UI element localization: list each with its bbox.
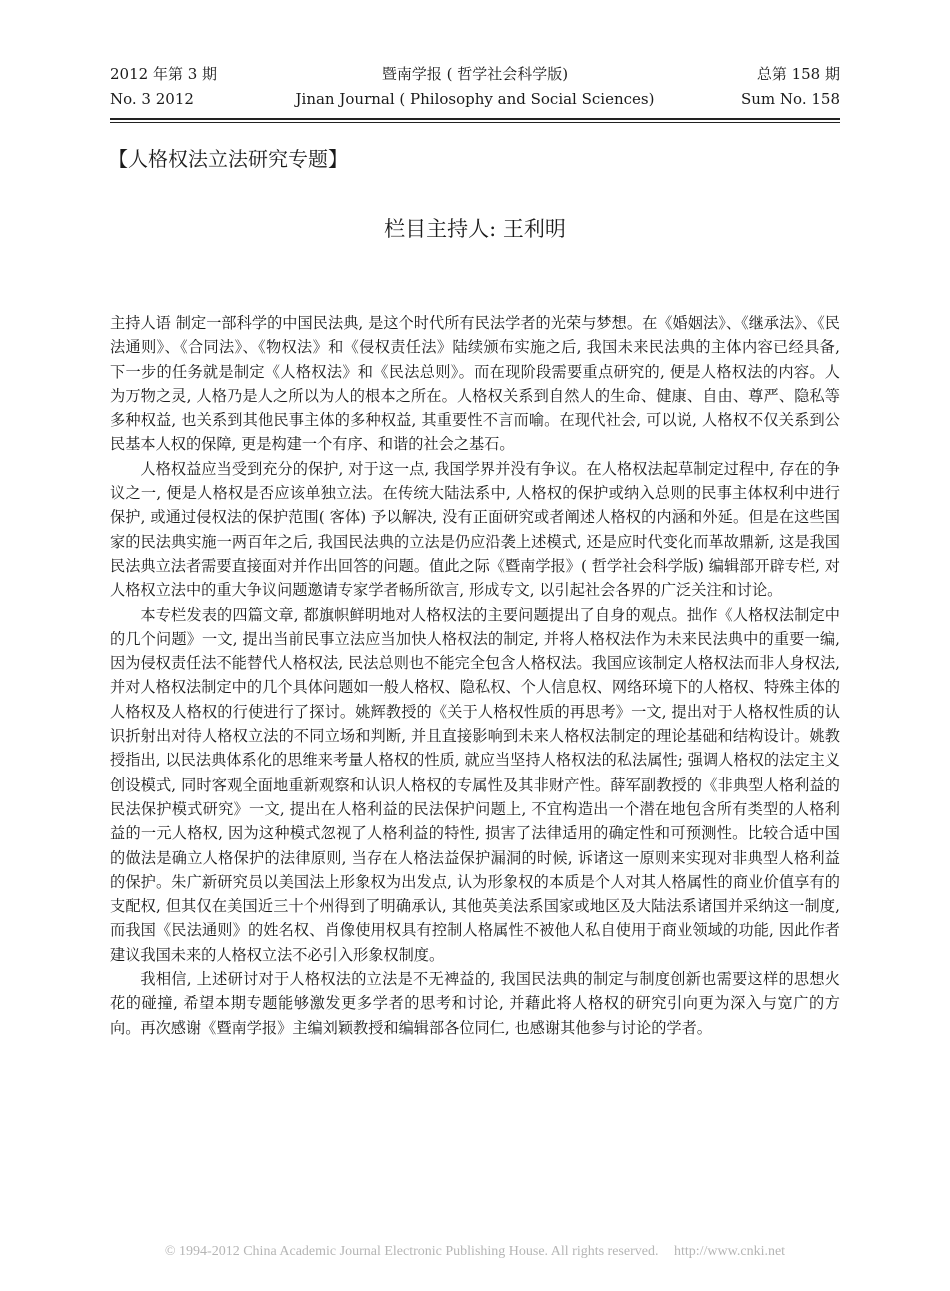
- paragraph-3: 本专栏发表的四篇文章, 都旗帜鲜明地对人格权法的主要问题提出了自身的观点。拙作《人格权法制定中的几个问题》一文, 提出当前民事立法应当加快人格权法的制定, 并将人格权法作为未来民法典中的重要一编, 因为侵权责任法不能替代人格权法, 民法总则也不能完全包含人格权法。我国应该制定人格权法而非人身权法, 并对人格权法制定中的几个具体问题如一般人格权、隐私权、个人信息权、网络环境下的人格权、特殊主体的人格权及人格权的行使进行了探讨。姚辉教授的《关于人格权性质的再思考》一文, 提出对于人格权性质的认识折射出对待人格权立法的不同立场和判断, 并且直接影响到未来人格权法制定的理论基础和结构设计。姚教授指出, 以民法典体系化的思维来考量人格权的性质, 就应当坚持人格权法的私法属性; 强调人格权的法定主义创设模式, 同时客观全面地重新观察和认识人格权的专属性及其非财产性。薛军副教授的《非典型人格利益的民法保护模式研究》一文, 提出在人格利益的民法保护问题上, 不宜构造出一个潜在地包含所有类型的人格利益的一元人格权, 因为这种模式忽视了人格利益的特性, 损害了法律适用的确定性和可预测性。比较合适中国的做法是确立人格保护的法律原则, 当存在人格法益保护漏洞的时候, 诉诸这一原则来实现对非典型人格利益的保护。朱广新研究员以美国法上形象权为出发点, 认为形象权的本质是个人对其人格属性的商业价值享有的支配权, 但其仅在美国近三十个州得到了明确承认, 其他英美法系国家或地区及大陆法系诸国并采纳这一制度, 而我国《民法通则》的姓名权、肖像使用权具有控制人格属性不被他人私自使用于商业领域的功能, 因此作者建议我国未来的人格权立法不必引入形象权制度。: [110, 605, 840, 964]
- column-host: 栏目主持人: 王利明: [384, 217, 566, 241]
- issue-label-cn: 2012 年第 3 期: [110, 65, 218, 83]
- issue-label-en: No. 3 2012: [110, 90, 194, 108]
- header-right: [741, 62, 840, 112]
- copyright-footer: [0, 1244, 950, 1260]
- paragraph-4: 我相信, 上述研讨对于人格权法的立法是不无裨益的, 我国民法典的制定与制度创新也需要这样的思想火花的碰撞, 希望本期专题能够激发更多学者的思考和讨论, 并藉此将人格权的研究引向更为深入与宽广的方向。再次感谢《暨南学报》主编刘颖教授和编辑部各位同仁, 也感谢其他参与讨论的学者。: [110, 970, 840, 1037]
- copyright-text: © 1994-2012 China Academic Journal Electronic Publishing House. All rights reserved.: [164, 1244, 659, 1259]
- header-rule-thin: [110, 122, 840, 123]
- cnki-url[interactable]: http://www.cnki.net: [673, 1244, 786, 1259]
- journal-title-cn: 暨南学报 ( 哲学社会科学版): [381, 65, 569, 83]
- paragraph-1: 主持人语 制定一部科学的中国民法典, 是这个时代所有民法学者的光荣与梦想。在《婚姻法》、《继承法》、《民法通则》、《合同法》、《物权法》和《侵权责任法》陆续颁布实施之后, 我国未来民法典的主体内容已经具备, 下一步的任务就是制定《人格权法》和《民法总则》。而在现阶段需要重点研究的, 便是人格权法的内容。人为万物之灵, 人格乃是人之所以为人的根本之所在。人格权关系到自然人的生命、健康、自由、尊严、隐私等多种权益, 也关系到其他民事主体的多种权益, 其重要性不言而喻。在现代社会, 可以说, 人格权不仅关系到公民基本人权的保障, 更是构建一个有序、和谐的社会之基石。: [110, 314, 840, 454]
- journal-title-en: Jinan Journal ( Philosophy and Social Sciences): [295, 90, 655, 108]
- paragraph-2: 人格权益应当受到充分的保护, 对于这一点, 我国学界并没有争议。在人格权法起草制定过程中, 存在的争议之一, 便是人格权是否应该单独立法。在传统大陆法系中, 人格权的保护或纳入总则的民事主体权利中进行保护, 或通过侵权法的保护范围( 客体) 予以解决, 没有正面研究或者阐述人格权的内涵和外延。但是在这些国家的民法典实施一两百年之后, 我国民法典的立法是仍应沿袭上述模式, 还是应时代变化而革故鼎新, 这是我国民法典立法者需要直接面对并作出回答的问题。值此之际《暨南学报》( 哲学社会科学版) 编辑部开辟专栏, 对人格权立法中的重大争议问题邀请专家学者畅所欲言, 形成专文, 以引起社会各界的广泛关注和讨论。: [110, 459, 840, 600]
- article-body: [110, 311, 840, 1040]
- section-title: 【人格权法立法研究专题】: [108, 147, 348, 171]
- header-rule-thick: [110, 118, 840, 120]
- total-issue-cn: 总第 158 期: [756, 65, 840, 83]
- total-issue-en: Sum No. 158: [741, 90, 840, 108]
